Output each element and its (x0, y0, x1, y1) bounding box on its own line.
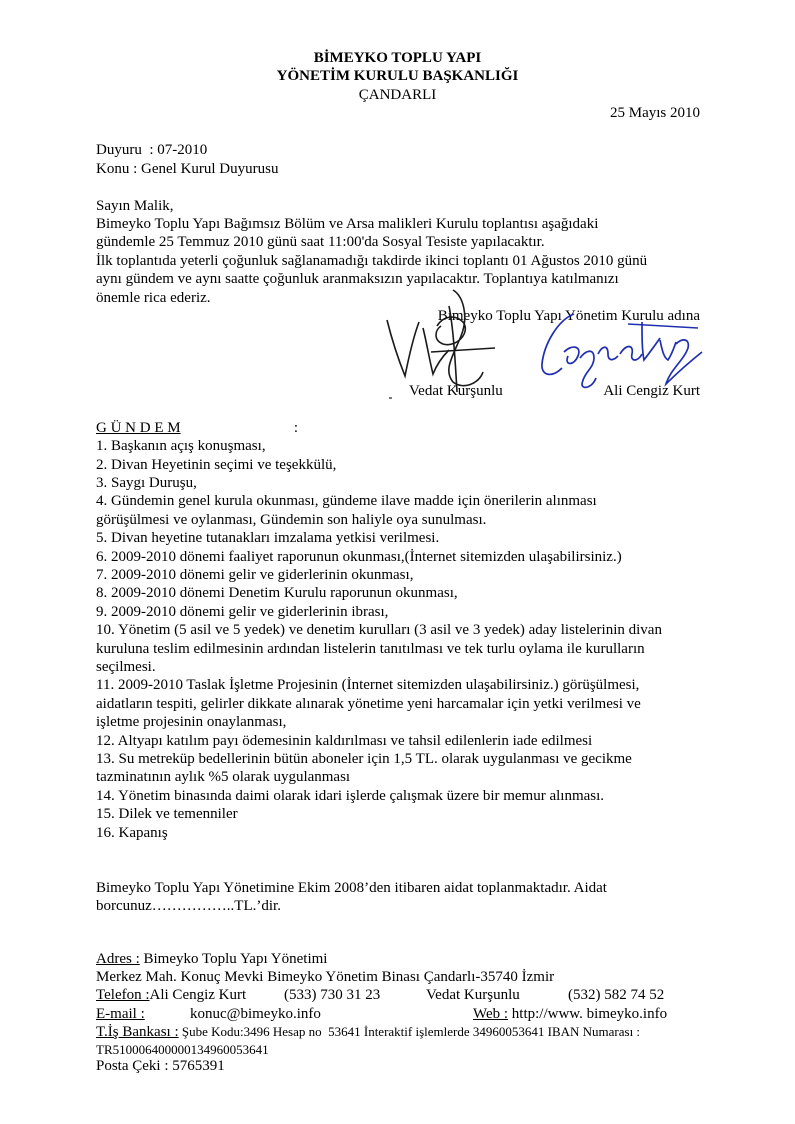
web-row (473, 1005, 667, 1023)
agenda-title-text: G Ü N D E M (96, 420, 181, 436)
phone-name-2: Vedat Kurşunlu (426, 987, 520, 1003)
board-name: YÖNETİM KURULU BAŞKANLIĞI (276, 68, 519, 84)
dues-line: borcunuz……………..TL.’dir. (96, 898, 281, 914)
agenda-item: seçilmesi. (96, 659, 156, 675)
phone-label-text: Telefon : (96, 987, 150, 1003)
agenda-item: 3. Saygı Duruşu, (96, 475, 197, 491)
agenda-item: tazminatının aylık %5 olarak uygulanması (96, 769, 351, 785)
phone-label (96, 986, 246, 1004)
agenda-item: 1. Başkanın açış konuşması, (96, 438, 266, 454)
dues-line: Bimeyko Toplu Yapı Yönetimine Ekim 2008’den itibaren aidat toplanmaktadır. Aidat (96, 880, 607, 896)
signer-name-2: Ali Cengiz Kurt (603, 383, 700, 399)
body-line: önemle rica ederiz. (96, 290, 211, 306)
notice-subject: Konu : Genel Kurul Duyurusu (96, 161, 279, 177)
agenda-item: aidatların tespiti, gelirler dikkate alınarak yönetime yeni harcamalar için yetki verilmesi ve (96, 696, 641, 712)
agenda-item: 2. Divan Heyetinin seçimi ve teşekkülü, (96, 457, 337, 473)
web-value[interactable]: http://www. bimeyko.info (508, 1006, 668, 1022)
postal-account: Posta Çeki : 5765391 (96, 1058, 225, 1074)
agenda-item: 13. Su metreküp bedellerinin bütün aboneler için 1,5 TL. olarak uygulanması ve gecikme (96, 751, 632, 767)
address-row (96, 950, 327, 968)
agenda-item: 15. Dilek ve temenniler (96, 806, 238, 822)
body-line: aynı gündem ve aynı saatte çoğunluk aranmaksızın yapılacaktır. Toplantıya katılmanızı (96, 271, 619, 287)
agenda-item: 10. Yönetim (5 asil ve 5 yedek) ve denetim kurulları (3 asil ve 3 yedek) aday listelerinin divan (96, 622, 662, 638)
phone-number-1: (533) 730 31 23 (284, 987, 381, 1003)
agenda-item: 12. Altyapı katılım payı ödemesinin kaldırılması ve tahsil edilenlerin iade edilmesi (96, 733, 593, 749)
signature-ali-image (538, 304, 706, 394)
agenda-item: 9. 2009-2010 dönemi gelir ve giderlerinin ibrası, (96, 604, 389, 620)
bank-value: Şube Kodu:3496 Hesap no 53641 İnteraktif işlemlerde 34960053641 IBAN Numarası : (178, 1024, 641, 1039)
agenda-item: 11. 2009-2010 Taslak İşletme Projesinin (İnternet sitemizden ulaşabilirsiniz.) görüşülmesi, (96, 677, 640, 693)
on-behalf-text: Bimeyko Toplu Yapı Yönetim Kurulu adına (437, 308, 700, 324)
address-line-2: Merkez Mah. Konuç Mevki Bimeyko Yönetim Binası Çandarlı-35740 İzmir (96, 969, 555, 985)
body-line: İlk toplantıda yeterli çoğunluk sağlanamadığı takdirde ikinci toplantı 01 Ağustos 2010 günü (96, 253, 648, 269)
agenda-item: 8. 2009-2010 dönemi Denetim Kurulu raporunun okunması, (96, 585, 458, 601)
salutation: Sayın Malik, (96, 198, 174, 214)
agenda-item: 6. 2009-2010 dönemi faaliyet raporunun okunması,(İnternet sitemizden ulaşabilirsiniz.) (96, 549, 622, 565)
body-line: Bimeyko Toplu Yapı Bağımsız Bölüm ve Arsa malikleri Kurulu toplantısı aşağıdaki (96, 216, 599, 232)
email-value[interactable]: konuc@bimeyko.info (190, 1006, 321, 1022)
document-date: 25 Mayıs 2010 (610, 105, 700, 121)
email-label: E-mail : (96, 1006, 145, 1022)
agenda-item: 5. Divan heyetine tutanakları imzalama yetkisi verilmesi. (96, 530, 440, 546)
address-value: Bimeyko Toplu Yapı Yönetimi (139, 951, 328, 967)
bank-row (96, 1023, 640, 1041)
agenda-item: görüşülmesi ve oylanması, Gündemin son haliyle oya sunulması. (96, 512, 487, 528)
agenda-item: 14. Yönetim binasında daimi olarak idari işlerde çalışmak üzere bir memur alınması. (96, 788, 605, 804)
signer-name-1: Vedat Kurşunlu (409, 383, 503, 399)
agenda-title (96, 419, 298, 437)
bank-label: T.İş Bankası : (96, 1024, 179, 1040)
body-line: gündemle 25 Temmuz 2010 günü saat 11:00'da Sosyal Tesiste yapılacaktır. (96, 234, 545, 250)
phone-name-1: Ali Cengiz Kurt (149, 987, 247, 1003)
org-name: BİMEYKO TOPLU YAPI (313, 50, 482, 66)
bank-iban: TR510006400000134960053641 (96, 1042, 269, 1057)
place-name: ÇANDARLI (358, 87, 437, 103)
web-label: Web : (473, 1006, 509, 1022)
phone-number-2: (532) 582 74 52 (568, 987, 665, 1003)
agenda-item: kuruluna teslim edilmesinin ardından listelerin tanıtılması ve tek turlu oylama ile kurulların (96, 641, 645, 657)
agenda-colon: : (293, 420, 298, 436)
agenda-item: 4. Gündemin genel kurula okunması, gündeme ilave madde için önerilerin alınması (96, 493, 597, 509)
notice-number: Duyuru : 07-2010 (96, 142, 208, 158)
agenda-item: 16. Kapanış (96, 825, 168, 841)
agenda-item: işletme projesinin onaylanması, (96, 714, 287, 730)
agenda-item: 7. 2009-2010 dönemi gelir ve giderlerinin okunması, (96, 567, 414, 583)
address-label: Adres : (96, 951, 140, 967)
